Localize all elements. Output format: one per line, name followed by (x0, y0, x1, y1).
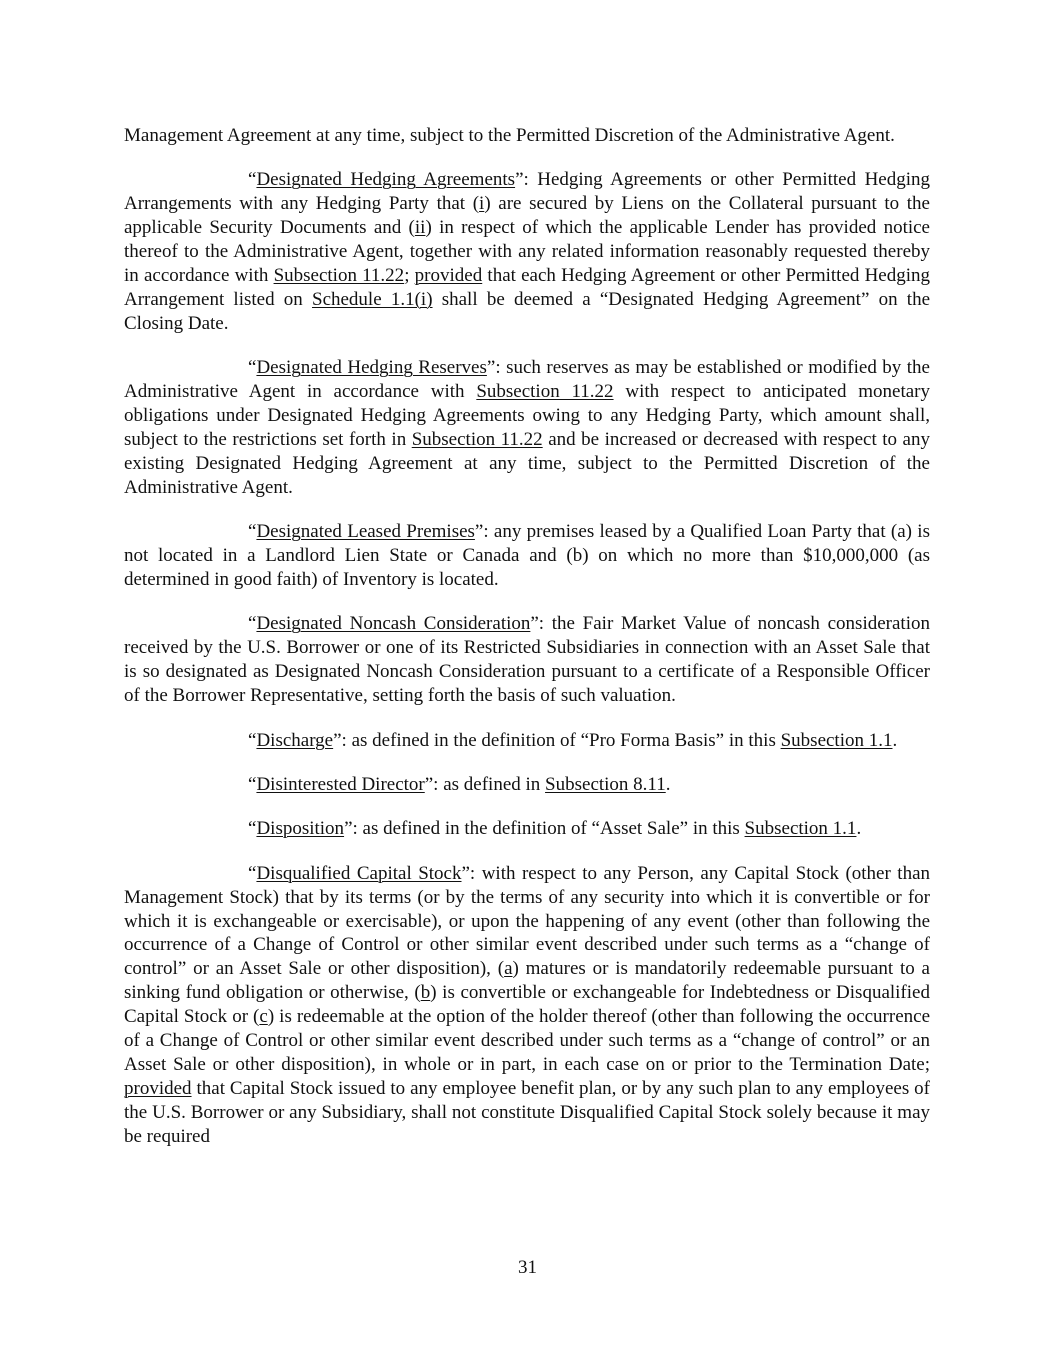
clause-ref: i (479, 193, 485, 215)
defined-term: Disqualified Capital Stock (256, 862, 462, 884)
document-page (124, 124, 930, 1169)
defined-term: Designated Leased Premises (256, 521, 475, 543)
defined-term: Disposition (256, 818, 345, 840)
definition-disposition: “Disposition”: as defined in the definition of “Asset Sale” in this Subsection 1.1. (248, 818, 862, 840)
defined-term: Designated Noncash Consideration (256, 613, 531, 635)
definition-disinterested-director: “Disinterested Director”: as defined in Subsection 8.11. (248, 773, 671, 795)
clause-ref: c (259, 1006, 268, 1028)
defined-term: Designated Hedging Agreements (256, 169, 516, 191)
definition-disqualified-capital-stock: “Disqualified Capital Stock”: with respect to any Person, any Capital Stock (other than Management Stock) that by its terms (or by the terms of any security into which it is convertible or for which it is exchangeable or exercisable), or upon the happening of any event (other than following the occurrence of a Change of Control or other similar event described under such terms as a “change of control” or an Asset Sale or other disposition), (a) matures or is mandatorily redeemable pursuant to a sinking fund obligation or otherwise, (b) is convertible or exchangeable for Indebtedness or Disqualified Capital Stock or (c) is redeemable at the option of the holder thereof (other than following the occurrence of a Change of Control or other similar event described under such terms as a “change of control” or an Asset Sale or other disposition), in whole or in part, in each case on or prior to the Termination Date; provided that Capital Stock issued to any employee benefit plan, or by any such plan to any employees of the U.S. Borrower or any Subsidiary, shall not constitute Disqualified Capital Stock solely because it may be required (124, 862, 931, 1147)
proviso: provided (124, 1077, 192, 1099)
defined-term: Designated Hedging Reserves (256, 357, 487, 379)
cross-reference: Schedule 1.1(i) (312, 288, 433, 310)
cross-reference: Subsection 11.22 (476, 381, 614, 403)
cross-reference: Subsection 11.22 (273, 265, 405, 287)
definition-designated-noncash-consideration: “Designated Noncash Consideration”: the Fair Market Value of noncash consideration received by the U.S. Borrower or one of its Restricted Subsidiaries in connection with an Asset Sale that is so designated as Designated Noncash Consideration pursuant to a certificate of a Responsible Officer of the Borrower Representative, setting forth the basis of such valuation. (124, 613, 930, 707)
cross-reference: Subsection 11.22 (411, 428, 543, 450)
paragraph-text: Management Agreement at any time, subject to the Permitted Discretion of the Administrative Agent. (124, 125, 895, 146)
cross-reference: Subsection 1.1 (744, 818, 857, 840)
cross-reference: Subsection 1.1 (780, 729, 893, 751)
cross-reference: Subsection 8.11 (545, 773, 666, 795)
proviso: provided (414, 265, 483, 287)
defined-term: Discharge (256, 729, 334, 751)
clause-ref: a (504, 958, 513, 980)
definition-designated-hedging-reserves: “Designated Hedging Reserves”: such reserves as may be established or modified by the Administrative Agent in accordance with Subsection 11.22 with respect to anticipated monetary obligations under Designated Hedging Agreements owing to any Hedging Party, which amount shall, subject to the restrictions set forth in Subsection 11.22 and be increased or decreased with respect to any existing Designated Hedging Agreement at any time, subject to the Permitted Discretion of the Administrative Agent. (124, 357, 930, 498)
paragraph-continuation (124, 124, 930, 148)
page-number: 31 (518, 1257, 537, 1278)
definition-designated-hedging-agreements: “Designated Hedging Agreements”: Hedging Agreements or other Permitted Hedging Arrangements with any Hedging Party that (i) are secured by Liens on the Collateral pursuant to the applicable Security Documents and (ii) in respect of which the applicable Lender has provided notice thereof to the Administrative Agent, together with any related information reasonably requested thereby in accordance with Subsection 11.22; provided that each Hedging Agreement or other Permitted Hedging Arrangement listed on Schedule 1.1(i) shall be deemed a “Designated Hedging Agreement” on the Closing Date. (124, 169, 931, 334)
clause-ref: b (420, 982, 431, 1004)
definition-designated-leased-premises: “Designated Leased Premises”: any premises leased by a Qualified Loan Party that (a) is not located in a Landlord Lien State or Canada and (b) on which no more than $10,000,000 (as determined in good faith) of Inventory is located. (124, 521, 930, 590)
defined-term: Disinterested Director (256, 773, 425, 795)
clause-ref: ii (414, 217, 426, 239)
definition-discharge: “Discharge”: as defined in the definition of “Pro Forma Basis” in this Subsection 1.1. (248, 729, 898, 751)
